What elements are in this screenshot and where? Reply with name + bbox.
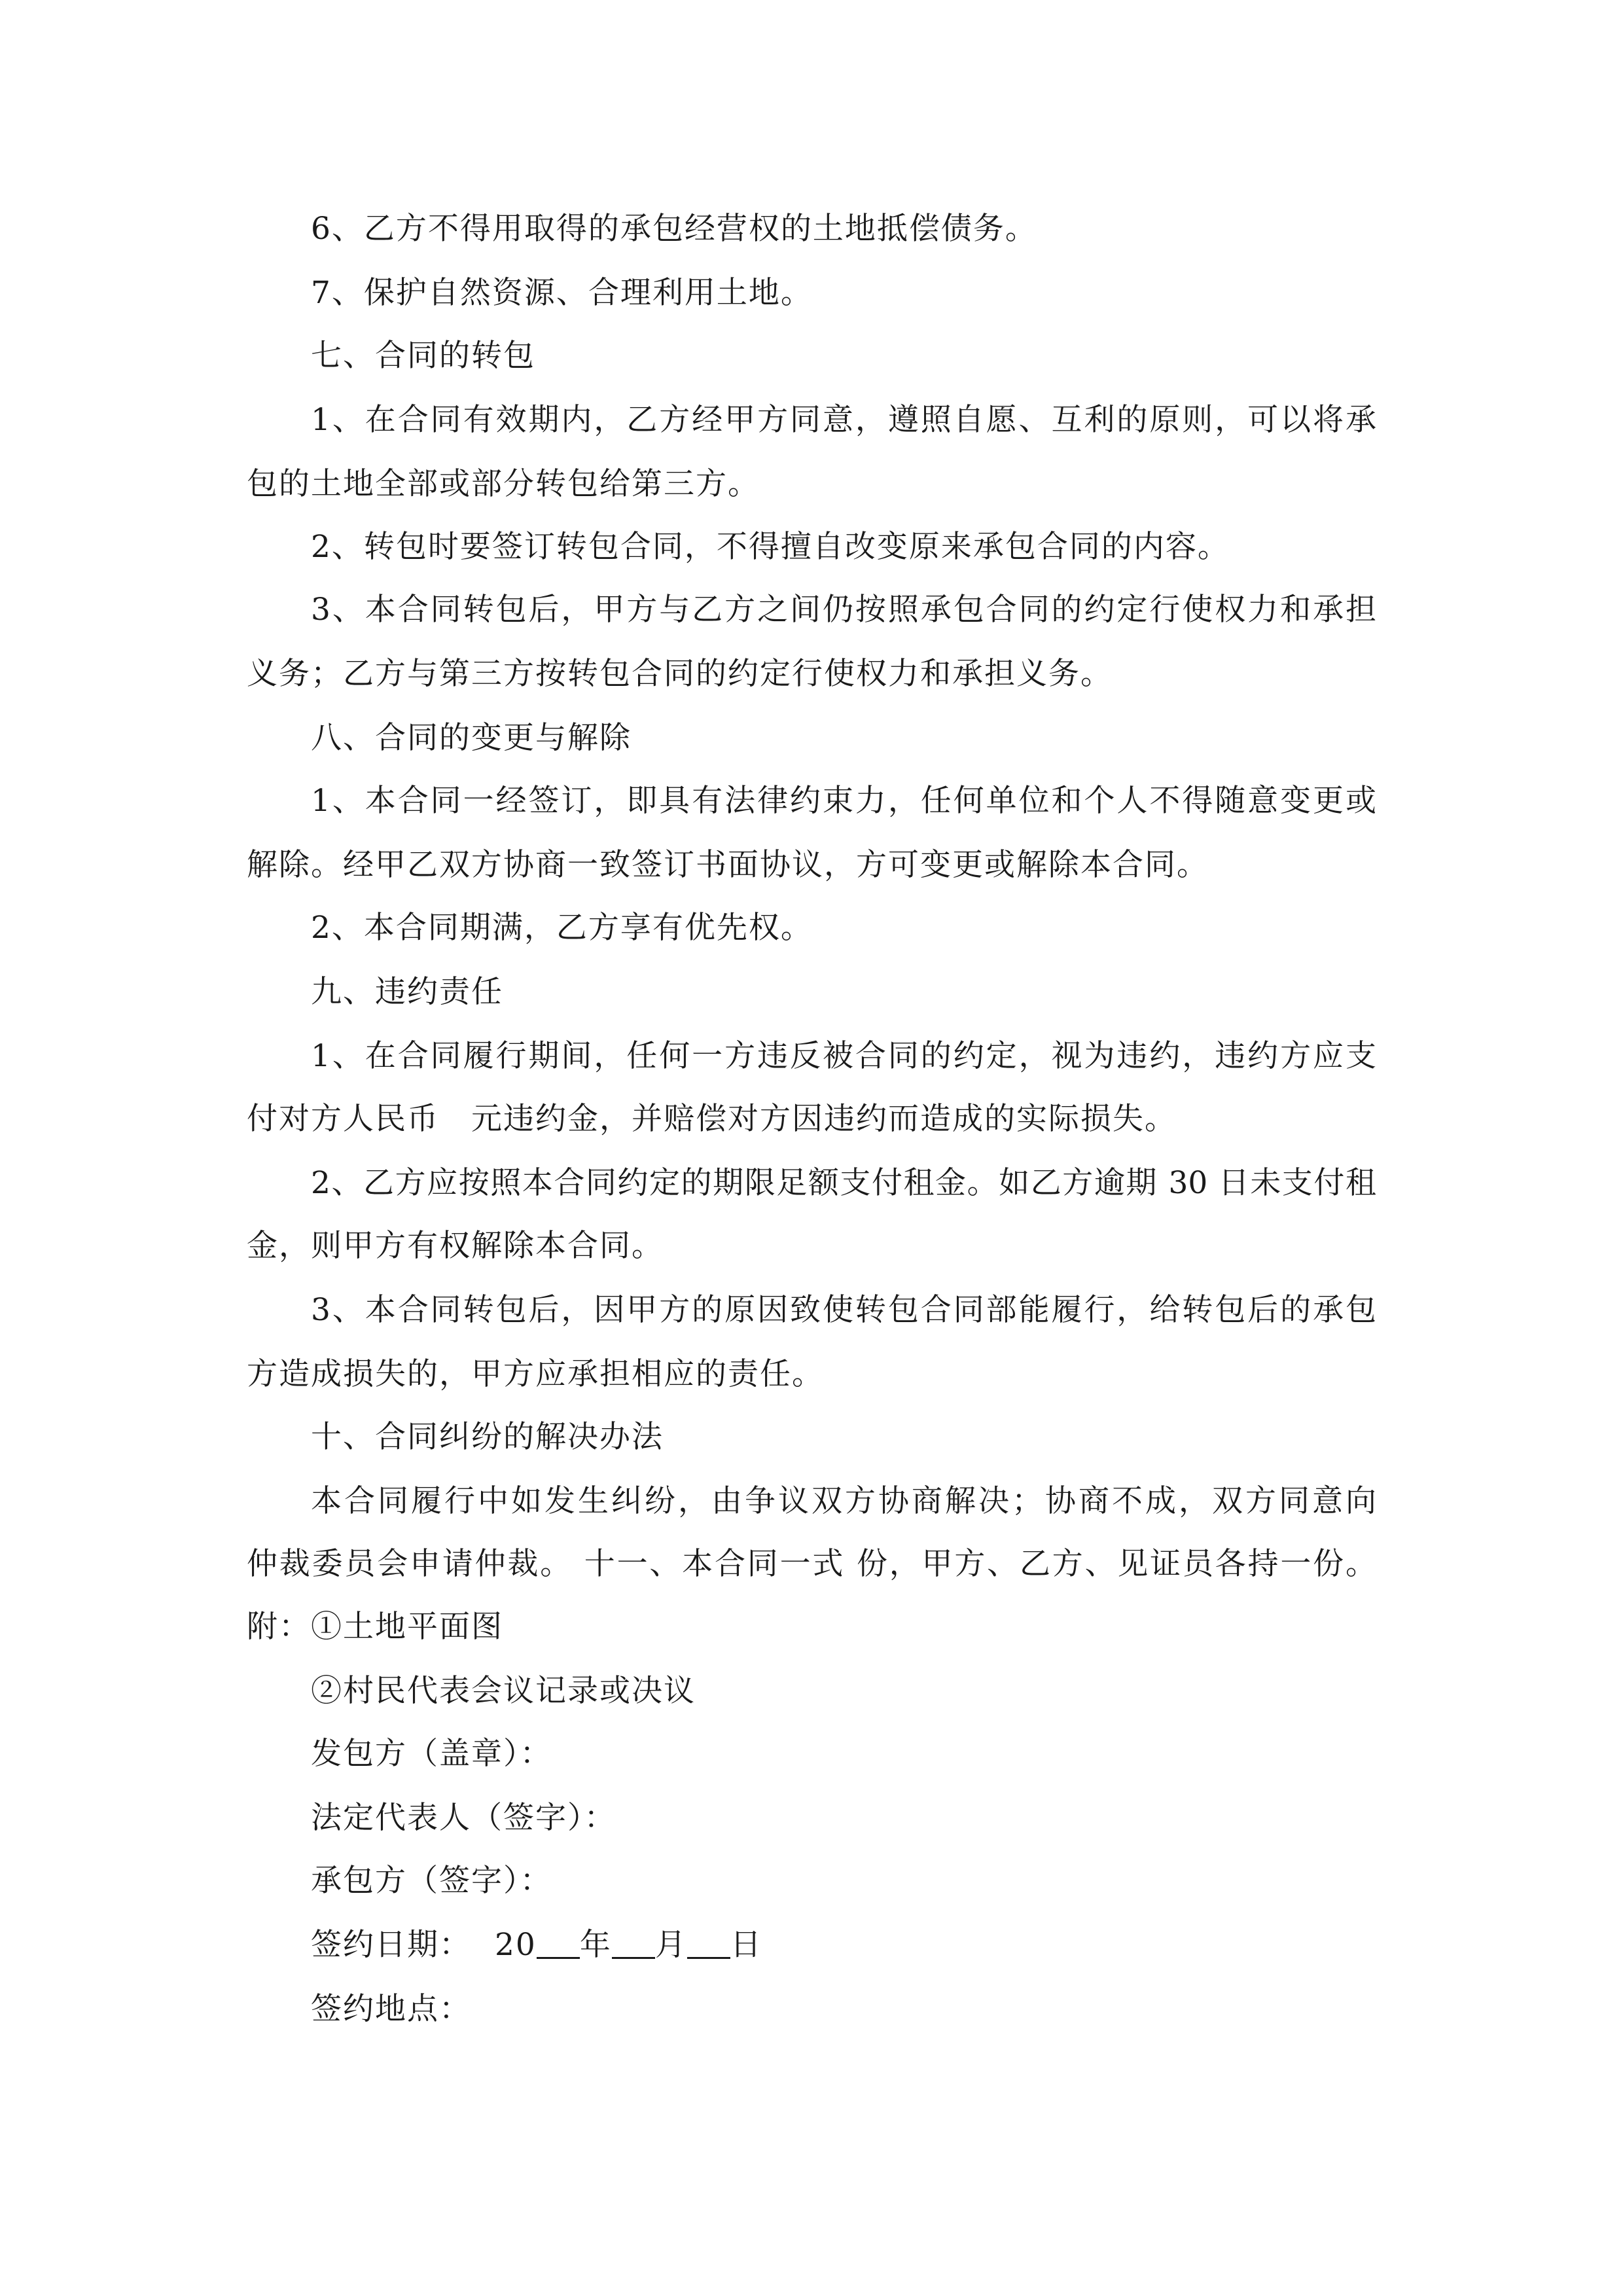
year-blank — [537, 1931, 580, 1959]
paragraph-line: 2、乙方应按照本合同约定的期限足额支付租金。如乙方逾期 30 日未支付租 — [311, 1165, 1376, 1201]
day-blank — [687, 1931, 730, 1959]
paragraph-line: 1、在合同有效期内，乙方经甲方同意，遵照自愿、互利的原则，可以将承 — [311, 402, 1376, 438]
clause-6: 6、乙方不得用取得的承包经营权的土地抵偿债务。 — [311, 211, 1037, 247]
paragraph-line: 付对方人民币 元违约金，并赔偿对方因违约而造成的实际损失。 — [247, 1101, 1177, 1137]
day-label: 日 — [730, 1927, 762, 1963]
paragraph-line: 方造成损失的，甲方应承担相应的责任。 — [247, 1356, 824, 1392]
paragraph-line: 3、本合同转包后，因甲方的原因致使转包合同部能履行，给转包后的承包 — [311, 1292, 1376, 1328]
paragraph-line: 包的土地全部或部分转包给第三方。 — [247, 466, 760, 502]
section-heading-7: 七、合同的转包 — [311, 338, 535, 374]
paragraph-line: 1、本合同一经签订，即具有法律约束力，任何单位和个人不得随意变更或 — [311, 783, 1376, 819]
paragraph-line: 本合同履行中如发生纠纷，由争议双方协商解决；协商不成，双方同意向 — [311, 1483, 1376, 1519]
attachment-line: 附：①土地平面图 — [247, 1609, 503, 1645]
signature-field-legal-rep: 法定代表人（签字）： — [311, 1800, 616, 1836]
section-heading-8: 八、合同的变更与解除 — [311, 720, 632, 756]
attachment-line: ②村民代表会议记录或决议 — [311, 1673, 696, 1709]
year-label: 年 — [579, 1927, 612, 1963]
clause-7: 7、保护自然资源、合理利用土地。 — [311, 275, 813, 311]
section-heading-9: 九、违约责任 — [311, 974, 503, 1010]
paragraph-line: 3、本合同转包后，甲方与乙方之间仍按照承包合同的约定行使权力和承担 — [311, 592, 1376, 628]
signing-date-label: 签约日期： — [311, 1927, 471, 1963]
signature-field-contractor: 承包方（签字）： — [311, 1863, 552, 1899]
paragraph-line: 解除。经甲乙双方协商一致签订书面协议，方可变更或解除本合同。 — [247, 847, 1209, 883]
month-label: 月 — [654, 1927, 687, 1963]
month-blank — [612, 1931, 655, 1959]
paragraph-line: 金，则甲方有权解除本合同。 — [247, 1228, 664, 1264]
signing-date-line — [311, 1927, 762, 1963]
paragraph-line: 仲裁委员会申请仲裁。 十一、本合同一式 份，甲方、乙方、见证员各持一份。 — [247, 1546, 1376, 1582]
signing-place-line: 签约地点： — [311, 1991, 471, 2027]
year-prefix: 20 — [495, 1927, 537, 1963]
signature-field-issuer: 发包方（盖章）： — [311, 1736, 552, 1772]
paragraph-line: 义务；乙方与第三方按转包合同的约定行使权力和承担义务。 — [247, 656, 1113, 692]
paragraph-line: 1、在合同履行期间，任何一方违反被合同的约定，视为违约，违约方应支 — [311, 1038, 1376, 1074]
section-heading-10: 十、合同纠纷的解决办法 — [311, 1419, 664, 1455]
paragraph-line: 2、本合同期满，乙方享有优先权。 — [311, 910, 813, 946]
paragraph-line: 2、转包时要签订转包合同，不得擅自改变原来承包合同的内容。 — [311, 529, 1230, 565]
